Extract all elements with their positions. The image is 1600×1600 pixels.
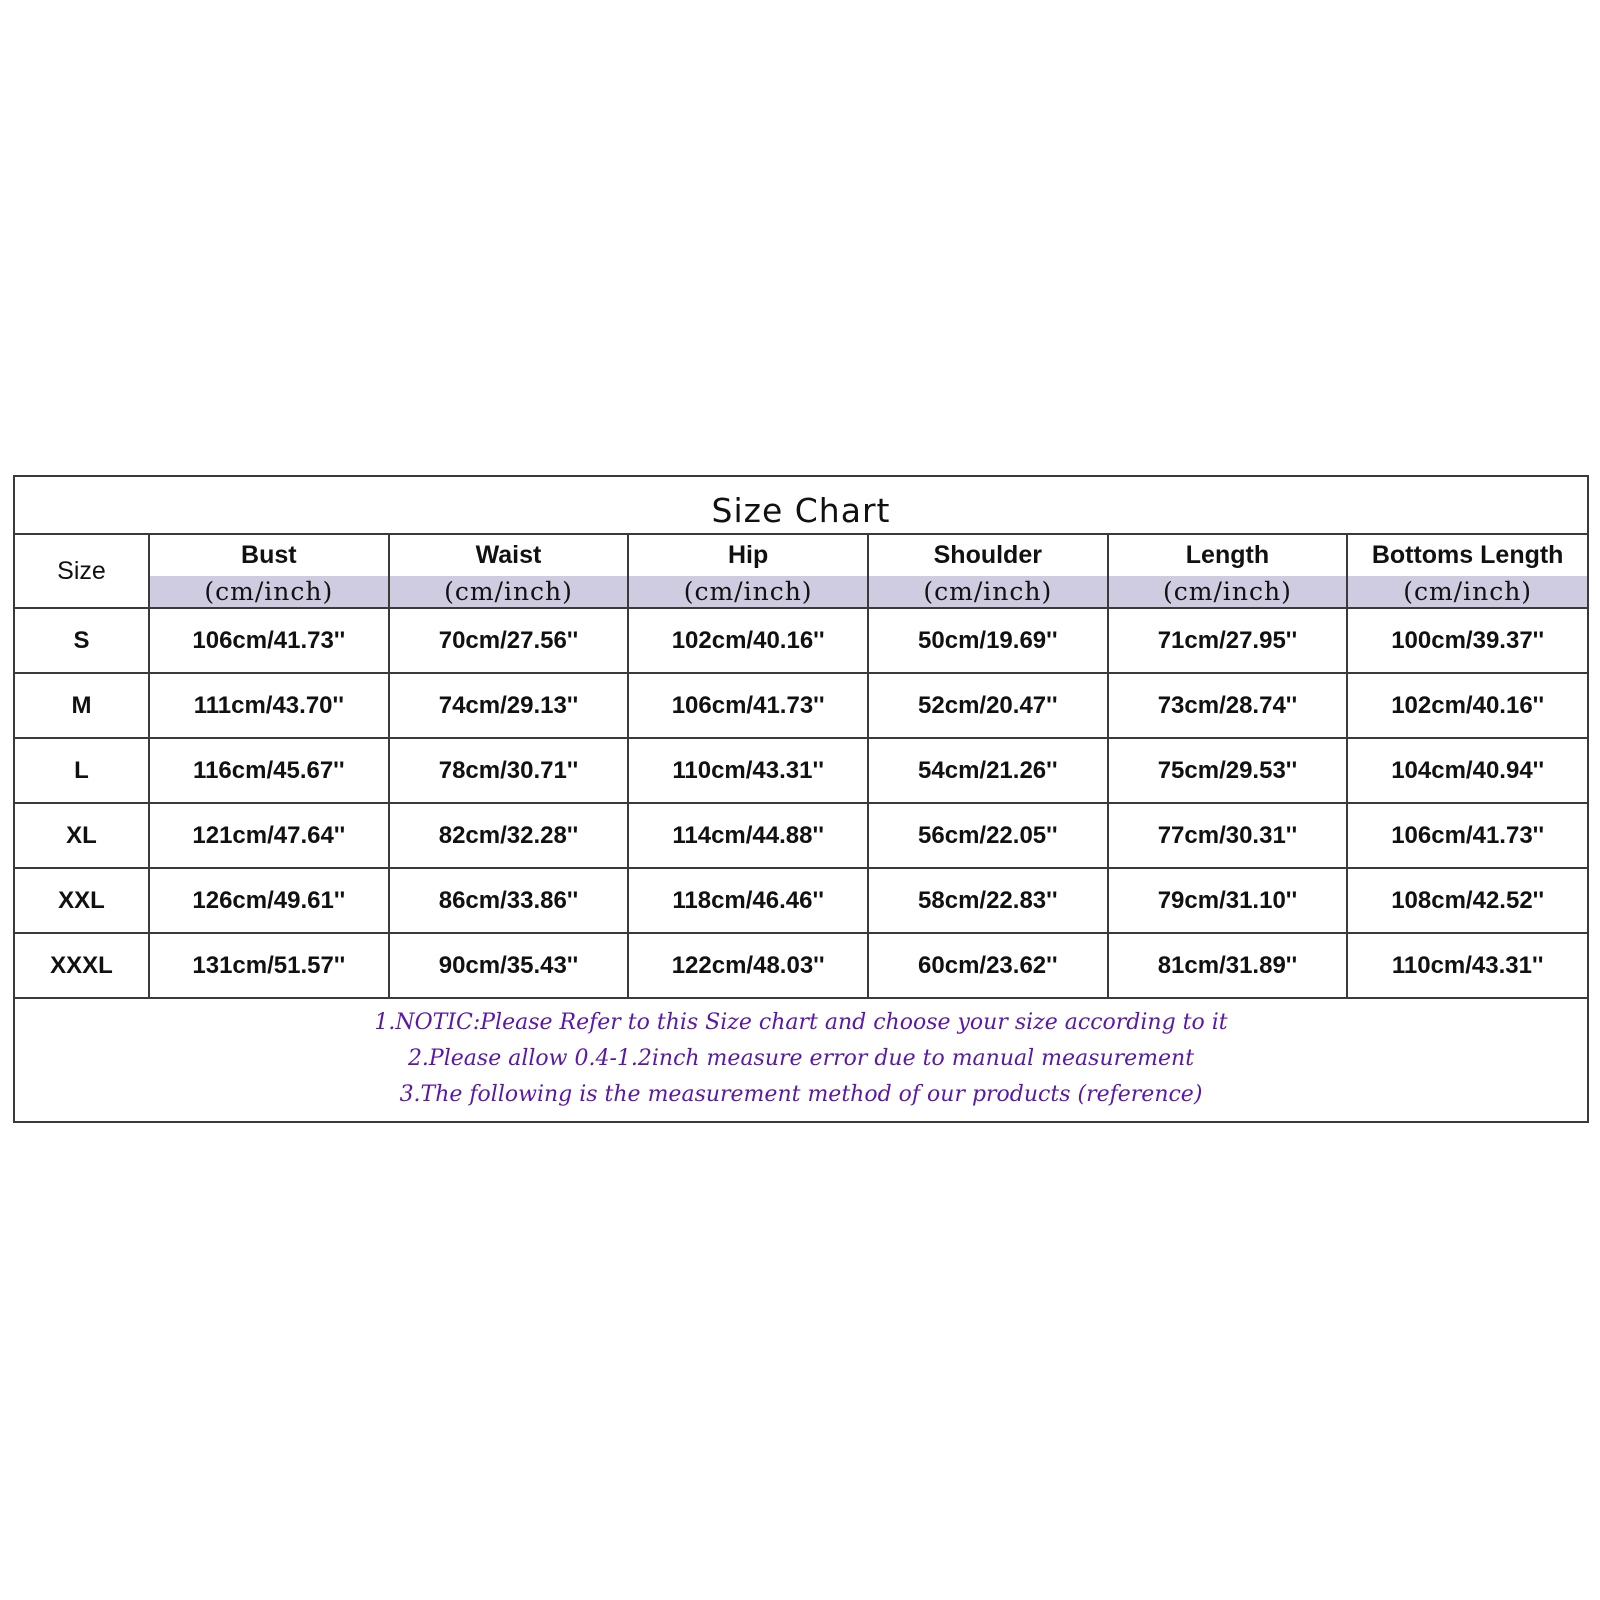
unit-label: (cm/inch) [1108,576,1348,608]
table-cell: 118cm/46.46'' [628,868,868,933]
column-header-shoulder: Shoulder [868,535,1108,576]
table-row [15,933,1587,998]
size-cell: M [15,673,149,738]
table-cell: 54cm/21.26'' [868,738,1108,803]
table-cell: 79cm/31.10'' [1108,868,1348,933]
table-row [15,673,1587,738]
table-cell: 131cm/51.57'' [149,933,389,998]
size-chart [13,475,1589,1123]
column-header-length: Length [1108,535,1348,576]
table-cell: 106cm/41.73'' [149,608,389,673]
column-header-bust: Bust [149,535,389,576]
table-cell: 50cm/19.69'' [868,608,1108,673]
note-line: 3.The following is the measurement method of our products (reference) [399,1082,1203,1107]
table-cell: 111cm/43.70'' [149,673,389,738]
column-name-row [15,535,1587,576]
table-cell: 110cm/43.31'' [1347,933,1587,998]
table-cell: 71cm/27.95'' [1108,608,1348,673]
table-cell: 106cm/41.73'' [1347,803,1587,868]
column-unit-row [15,576,1587,608]
table-cell: 78cm/30.71'' [389,738,629,803]
unit-label: (cm/inch) [868,576,1108,608]
unit-label: (cm/inch) [1347,576,1587,608]
size-cell: XXXL [15,933,149,998]
table-cell: 58cm/22.83'' [868,868,1108,933]
column-header-waist: Waist [389,535,629,576]
chart-title: Size Chart [15,477,1587,535]
table-cell: 102cm/40.16'' [1347,673,1587,738]
column-header-bottoms-length: Bottoms Length [1347,535,1587,576]
table-cell: 60cm/23.62'' [868,933,1108,998]
table-cell: 70cm/27.56'' [389,608,629,673]
size-notes [15,999,1587,1113]
table-cell: 121cm/47.64'' [149,803,389,868]
size-cell: S [15,608,149,673]
unit-label: (cm/inch) [628,576,868,608]
unit-label: (cm/inch) [149,576,389,608]
table-cell: 73cm/28.74'' [1108,673,1348,738]
table-cell: 104cm/40.94'' [1347,738,1587,803]
table-cell: 90cm/35.43'' [389,933,629,998]
table-cell: 86cm/33.86'' [389,868,629,933]
size-cell: XXL [15,868,149,933]
table-cell: 116cm/45.67'' [149,738,389,803]
table-cell: 102cm/40.16'' [628,608,868,673]
table-cell: 52cm/20.47'' [868,673,1108,738]
table-cell: 122cm/48.03'' [628,933,868,998]
size-table [15,535,1587,999]
table-row [15,608,1587,673]
table-cell: 100cm/39.37'' [1347,608,1587,673]
table-cell: 74cm/29.13'' [389,673,629,738]
table-cell: 81cm/31.89'' [1108,933,1348,998]
table-cell: 108cm/42.52'' [1347,868,1587,933]
table-row [15,803,1587,868]
table-cell: 82cm/32.28'' [389,803,629,868]
table-cell: 77cm/30.31'' [1108,803,1348,868]
table-row [15,868,1587,933]
size-column-header: Size [15,535,149,608]
size-cell: L [15,738,149,803]
table-cell: 106cm/41.73'' [628,673,868,738]
table-cell: 75cm/29.53'' [1108,738,1348,803]
table-cell: 126cm/49.61'' [149,868,389,933]
column-header-hip: Hip [628,535,868,576]
table-row [15,738,1587,803]
table-cell: 110cm/43.31'' [628,738,868,803]
unit-label: (cm/inch) [389,576,629,608]
size-cell: XL [15,803,149,868]
table-cell: 56cm/22.05'' [868,803,1108,868]
note-line: 2.Please allow 0.4-1.2inch measure error due to manual measurement [407,1046,1195,1071]
note-line: 1.NOTIC:Please Refer to this Size chart and choose your size according to it [374,1010,1228,1035]
table-cell: 114cm/44.88'' [628,803,868,868]
